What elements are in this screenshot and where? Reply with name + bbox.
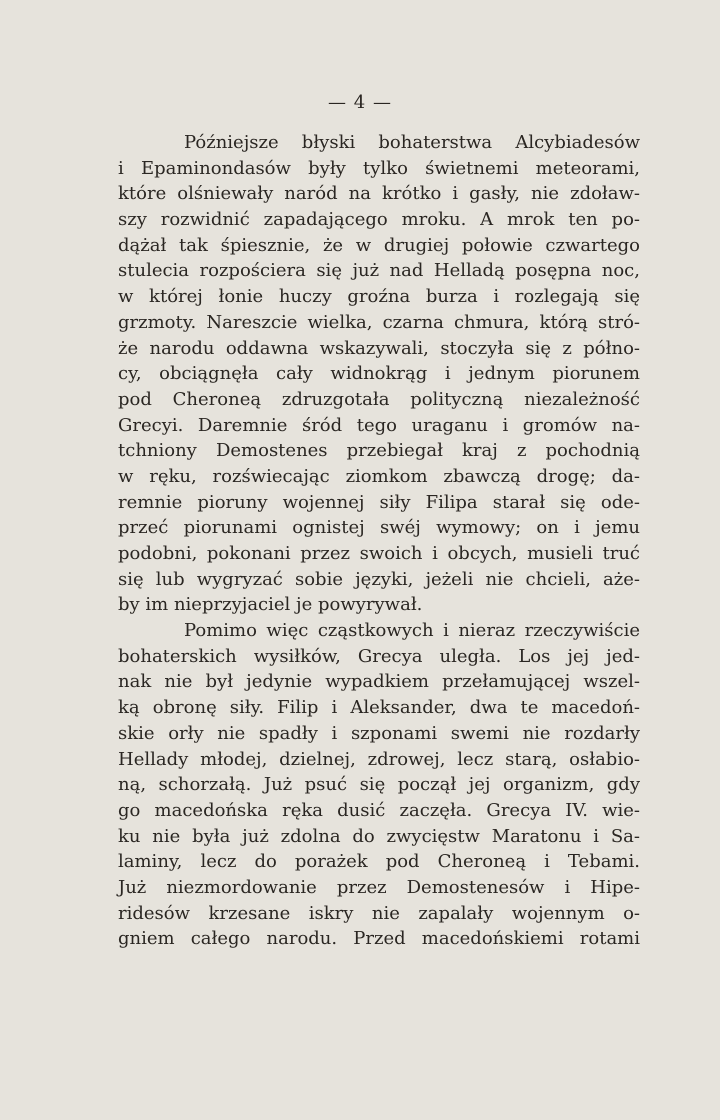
text-line: Grecyi. Daremnie śród tego uraganu i gromów na- — [118, 414, 640, 436]
text-line: cy, obciągnęła cały widnokrąg i jednym piorunem — [118, 363, 640, 385]
text-line: i Epaminondasów były tylko świetnemi meteorami, — [118, 157, 640, 179]
text-line: Pomimo więc cząstkowych i nieraz rzeczywiście — [184, 620, 640, 642]
text-line: ną, schorzałą. Już psuć się począł jej organizm, gdy — [118, 774, 640, 796]
text-line: laminy, lecz do porażek pod Cheroneą i Tebami. — [118, 851, 640, 873]
text-line: nak nie był jedynie wypadkiem przełamującej wszel- — [118, 671, 640, 693]
text-line: przeć piorunami ognistej swéj wymowy; on i jemu — [118, 517, 640, 539]
text-line: skie orły nie spadły i szponami swemi nie rozdarły — [118, 722, 640, 744]
text-line: tchniony Demostenes przebiegał kraj z pochodnią — [118, 440, 640, 462]
text-line: w ręku, rozświecając ziomkom zbawczą drogę; da- — [118, 465, 640, 487]
text-line: ridesów krzesane iskry nie zapalały wojennym o- — [118, 902, 640, 924]
text-line: które olśniewały naród na krótko i gasły, nie zdoław- — [118, 183, 640, 205]
text-line: go macedońska ręka dusić zaczęła. Grecya IV. wie- — [118, 799, 640, 821]
text-line: ką obronę siły. Filip i Aleksander, dwa te macedoń- — [118, 697, 640, 719]
text-line: Hellady młodej, dzielnej, zdrowej, lecz starą, osłabio- — [118, 748, 640, 770]
page-number: — 4 — — [328, 92, 392, 113]
text-line: w której łonie huczy groźna burza i rozlegają się — [118, 286, 640, 308]
text-line: grzmoty. Nareszcie wielka, czarna chmura, którą stró- — [118, 311, 640, 333]
text-line: dążał tak śpiesznie, że w drugiej połowie czwartego — [118, 234, 640, 256]
text-line: remnie pioruny wojennej siły Filipa starał się ode- — [118, 491, 640, 513]
text-line: bohaterskich wysiłków, Grecya uległa. Los jej jed- — [118, 645, 640, 667]
text-line: Już niezmordowanie przez Demostenesów i Hipe- — [118, 876, 640, 898]
text-line: szy rozwidnić zapadającego mroku. A mrok ten po- — [118, 209, 640, 231]
text-line: gniem całego narodu. Przed macedońskiemi rotami — [118, 928, 640, 950]
text-line: by im nieprzyjaciel je powyrywał. — [118, 594, 423, 616]
text-line: ku nie była już zdolna do zwycięstw Maratonu i Sa- — [118, 825, 640, 847]
text-line: że narodu oddawna wskazywali, stoczyła się z półno- — [118, 337, 640, 359]
text-line: pod Cheroneą zdruzgotała polityczną niezależność — [118, 388, 640, 410]
text-line: podobni, pokonani przez swoich i obcych, musieli truć — [118, 543, 640, 564]
body-text — [118, 130, 640, 952]
text-line: stulecia rozpościera się już nad Helladą posępna noc, — [118, 260, 640, 282]
text-line: Późniejsze błyski bohaterstwa Alcybiadesów — [184, 132, 640, 153]
paragraph — [118, 618, 640, 952]
text-line: się lub wygryzać sobie języki, jeżeli nie chcieli, aże- — [118, 568, 640, 590]
paragraph — [118, 130, 640, 618]
